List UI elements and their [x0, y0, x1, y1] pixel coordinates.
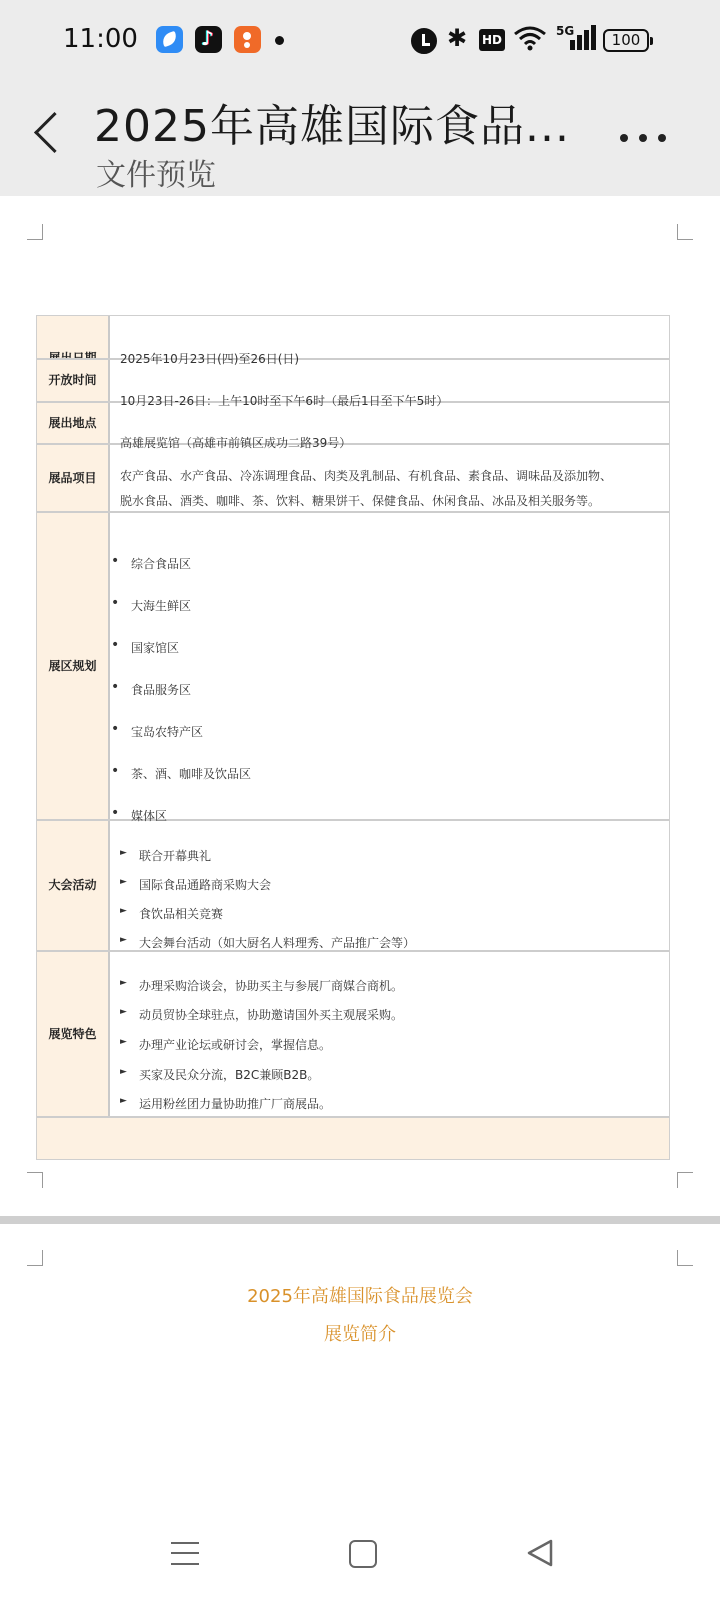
- row-divider: [37, 511, 669, 513]
- lark-icon: [156, 26, 183, 53]
- back-arrow-icon[interactable]: [26, 108, 70, 160]
- bluetooth-icon: ✱: [447, 24, 468, 52]
- notification-dot-icon: [275, 36, 284, 45]
- page-separator: [0, 1216, 720, 1224]
- network-type-label: 5G: [556, 24, 575, 38]
- page-corner-mark: [27, 224, 43, 240]
- top-bar: [0, 0, 720, 196]
- page2-title: 2025年高雄国际食品展览会: [247, 1286, 473, 1307]
- list-item: • 媒体区: [131, 807, 167, 824]
- list-item: • 大海生鲜区: [131, 597, 191, 614]
- running-app-icon: [234, 26, 261, 53]
- list-item: ► 办理产业论坛或研讨会，掌握信息。: [120, 1036, 331, 1053]
- row-label-date: [37, 316, 110, 358]
- page-subtitle: 文件预览: [96, 158, 216, 193]
- tiktok-icon: [195, 26, 222, 53]
- row-label-zones: 展区规划: [37, 511, 110, 819]
- page2-subtitle: 展览简介: [324, 1324, 396, 1345]
- more-dots-icon[interactable]: [618, 120, 668, 150]
- table-footer-band: [37, 1116, 669, 1159]
- list-item: ► 国际食品通路商采购大会: [120, 876, 271, 893]
- list-item: • 宝岛农特产区: [131, 723, 203, 740]
- list-item: ► 食饮品相关竞赛: [120, 905, 223, 922]
- row-value-products-line1: 农产食品、水产食品、冷冻调理食品、肉类及乳制品、有机食品、素食品、调味品及添加物、: [120, 469, 613, 483]
- row-divider: [37, 1116, 669, 1118]
- list-item: ► 运用粉丝团力量协助推广厂商展品。: [120, 1095, 331, 1112]
- row-value-products-line2: 脱水食品、酒类、咖啡、茶、饮料、糖果饼干、保健食品、休闲食品、冰品及相关服务等。: [120, 494, 601, 508]
- home-icon[interactable]: [349, 1540, 377, 1568]
- page-corner-mark: [27, 1172, 43, 1188]
- list-item: ► 动员贸协全球驻点，协助邀请国外买主观展采购。: [120, 1006, 403, 1023]
- row-value-date: 2025年10月23日(四)至26日(日): [120, 352, 300, 366]
- page-corner-mark: [677, 1250, 693, 1266]
- list-item: • 国家馆区: [131, 639, 179, 656]
- row-label-activities: 大会活动: [37, 819, 110, 950]
- page-corner-mark: [677, 224, 693, 240]
- list-item: • 食品服务区: [131, 681, 191, 698]
- status-bar: [0, 0, 720, 82]
- menu-icon[interactable]: [171, 1540, 199, 1566]
- list-item: ► 办理采购洽谈会，协助买主与参展厂商媒合商机。: [120, 977, 403, 994]
- wifi-icon: [513, 24, 547, 52]
- row-value-venue: 高雄展览馆（高雄市前镇区成功二路39号）: [120, 436, 352, 450]
- page-title: 2025年高雄国际食品...: [94, 101, 570, 152]
- list-item: • 综合食品区: [131, 555, 191, 572]
- status-time: 11:00: [63, 24, 138, 54]
- hd-icon: HD: [479, 29, 505, 51]
- row-label-products: 展品项目: [37, 443, 110, 511]
- row-value-hours: 10月23日-26日：上午10时至下午6时（最后1日至下午5时）: [120, 394, 449, 408]
- signal-icon: [556, 24, 594, 54]
- row-label-features: 展览特色: [37, 950, 110, 1116]
- row-label-hours: 开放时间: [37, 358, 110, 401]
- page-corner-mark: [677, 1172, 693, 1188]
- list-item: ► 大会舞台活动（如大厨名人料理秀、产品推广会等）: [120, 934, 415, 951]
- exhibition-info-table: [36, 315, 670, 1160]
- battery-icon: 100: [603, 29, 649, 52]
- page-corner-mark: [27, 1250, 43, 1266]
- row-label-venue: 展出地点: [37, 401, 110, 443]
- list-item: • 茶、酒、咖啡及饮品区: [131, 765, 251, 782]
- alarm-icon: [411, 28, 437, 54]
- list-item: ► 买家及民众分流，B2C兼顾B2B。: [120, 1066, 319, 1083]
- list-item: ► 联合开幕典礼: [120, 847, 211, 864]
- back-triangle-icon[interactable]: [525, 1538, 555, 1568]
